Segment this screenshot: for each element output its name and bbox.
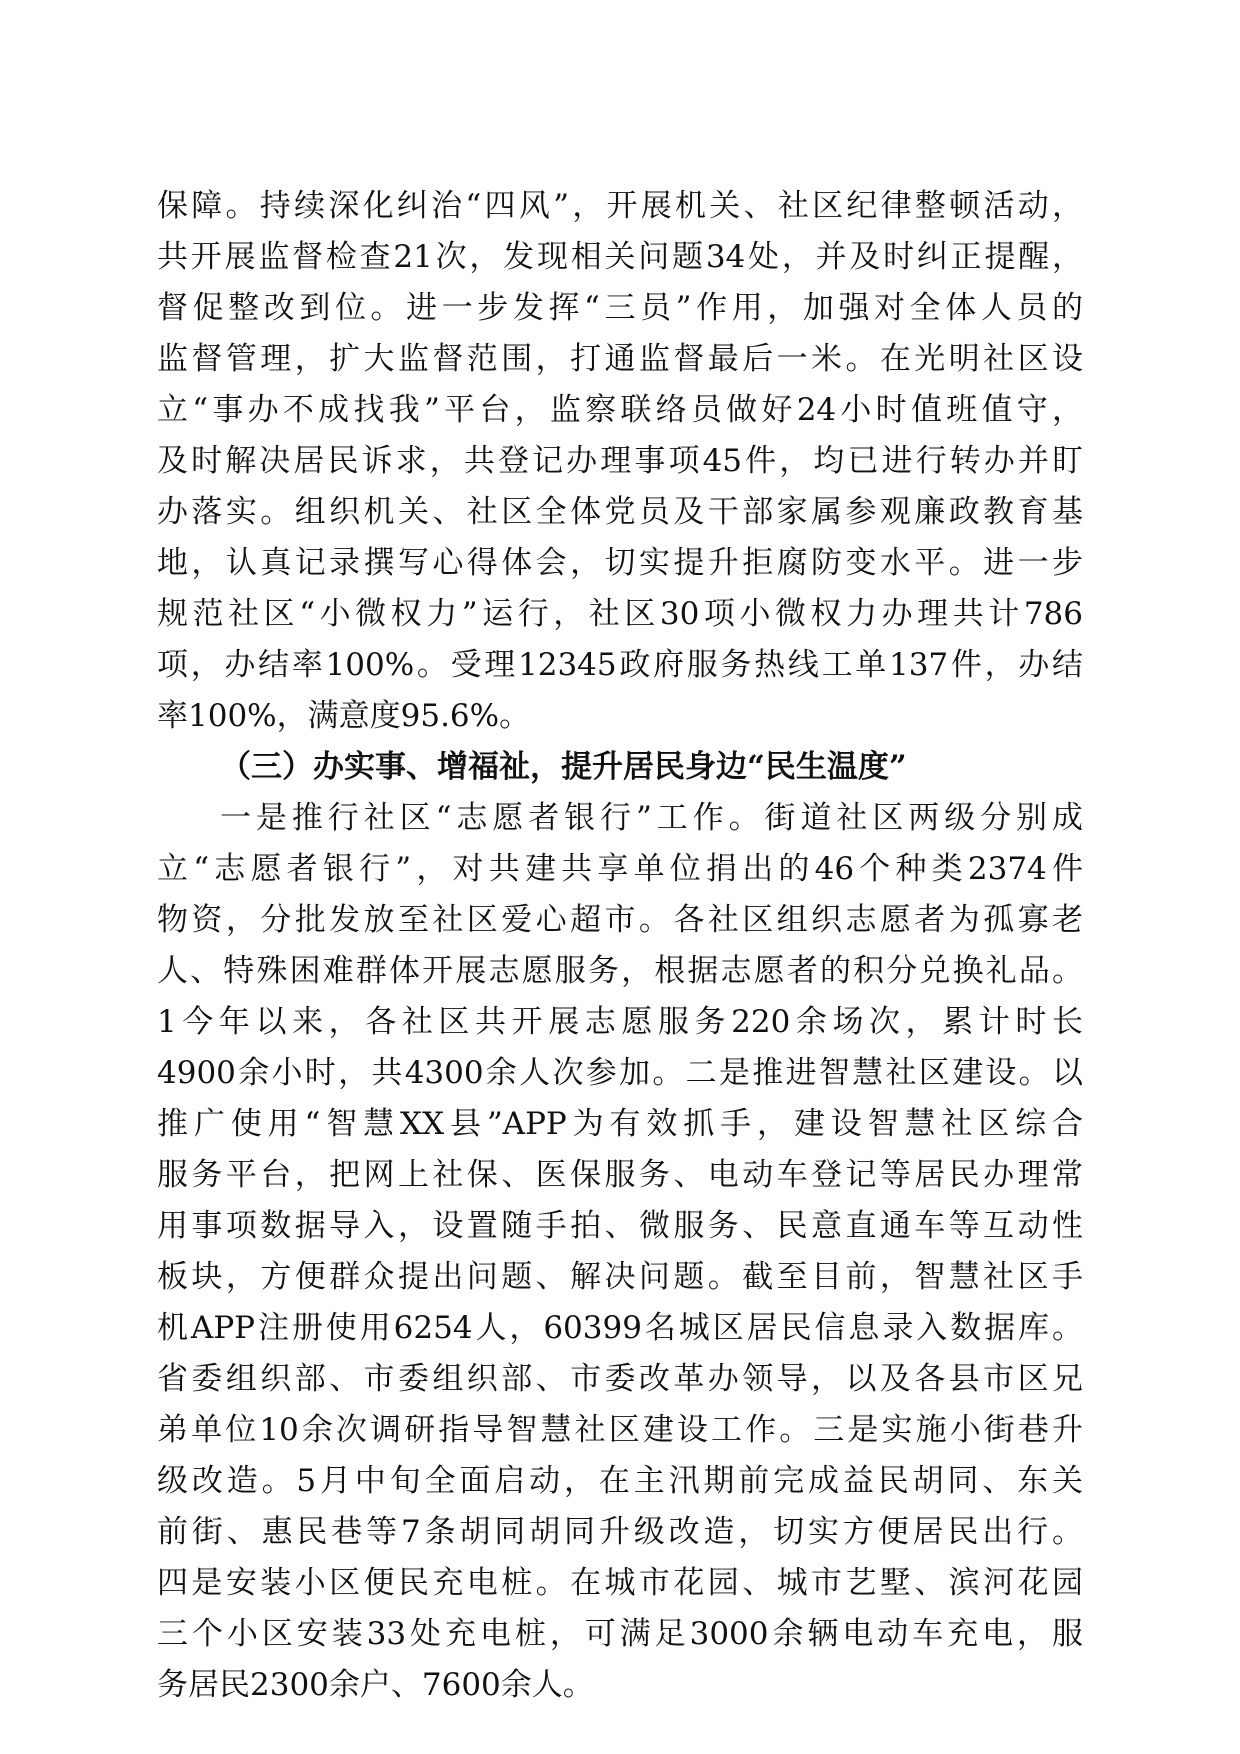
text-line: 四是安装小区便民充电桩。在城市花园、城市艺墅、滨河花园 bbox=[157, 1565, 1083, 1601]
text-line: 省委组织部、市委组织部、市委改革办领导，以及各县市区兄 bbox=[157, 1361, 1083, 1397]
text-line: 4900余小时，共4300余人次参加。二是推进智慧社区建设。以 bbox=[157, 1055, 1083, 1091]
text-line: 项，办结率100%。受理12345政府服务热线工单137件，办结 bbox=[157, 647, 1083, 683]
text-line: 前街、惠民巷等7条胡同胡同升级改造，切实方便居民出行。 bbox=[157, 1514, 1083, 1550]
text-line: 一是推行社区“志愿者银行”工作。街道社区两级分别成 bbox=[220, 800, 1083, 836]
text-line: 推广使用“智慧XX县”APP为有效抓手，建设智慧社区综合 bbox=[157, 1106, 1083, 1142]
text-line: 立“志愿者银行”，对共建共享单位捐出的46个种类2374件 bbox=[157, 851, 1083, 887]
text-line: 物资，分批发放至社区爱心超市。各社区组织志愿者为孤寡老 bbox=[157, 902, 1083, 938]
text-line: 板块，方便群众提出问题、解决问题。截至目前，智慧社区手 bbox=[157, 1259, 1083, 1295]
text-line: 监督管理，扩大监督范围，打通监督最后一米。在光明社区设 bbox=[157, 341, 1083, 377]
text-line: 保障。持续深化纠治“四风”，开展机关、社区纪律整顿活动， bbox=[157, 188, 1083, 224]
text-line: 规范社区“小微权力”运行，社区30项小微权力办理共计786 bbox=[157, 596, 1083, 632]
text-line: 1今年以来，各社区共开展志愿服务220余场次，累计时长 bbox=[157, 1004, 1083, 1040]
text-line: 立“事办不成找我”平台，监察联络员做好24小时值班值守， bbox=[157, 392, 1083, 428]
text-line: 督促整改到位。进一步发挥“三员”作用，加强对全体人员的 bbox=[157, 290, 1083, 326]
text-line: 率100%，满意度95.6%。 bbox=[157, 698, 531, 734]
section-heading: （三）办实事、增福祉，提升居民身边“民生温度” bbox=[220, 749, 907, 785]
text-line: 办落实。组织机关、社区全体党员及干部家属参观廉政教育基 bbox=[157, 494, 1083, 530]
text-line: 用事项数据导入，设置随手拍、微服务、民意直通车等互动性 bbox=[157, 1208, 1083, 1244]
text-line: 弟单位10余次调研指导智慧社区建设工作。三是实施小街巷升 bbox=[157, 1412, 1083, 1448]
text-line: 级改造。5月中旬全面启动，在主汛期前完成益民胡同、东关 bbox=[157, 1463, 1083, 1499]
text-line: 服务平台，把网上社保、医保服务、电动车登记等居民办理常 bbox=[157, 1157, 1083, 1193]
text-line: 机APP注册使用6254人，60399名城区居民信息录入数据库。 bbox=[157, 1310, 1083, 1346]
text-line: 人、特殊困难群体开展志愿服务，根据志愿者的积分兑换礼品。 bbox=[157, 953, 1083, 989]
text-line: 务居民2300余户、7600余人。 bbox=[157, 1667, 594, 1703]
text-line: 三个小区安装33处充电桩，可满足3000余辆电动车充电，服 bbox=[157, 1616, 1083, 1652]
text-line: 共开展监督检查21次，发现相关问题34处，并及时纠正提醒， bbox=[157, 239, 1083, 275]
text-line: 及时解决居民诉求，共登记办理事项45件，均已进行转办并盯 bbox=[157, 443, 1083, 479]
text-line: 地，认真记录撰写心得体会，切实提升拒腐防变水平。进一步 bbox=[157, 545, 1083, 581]
